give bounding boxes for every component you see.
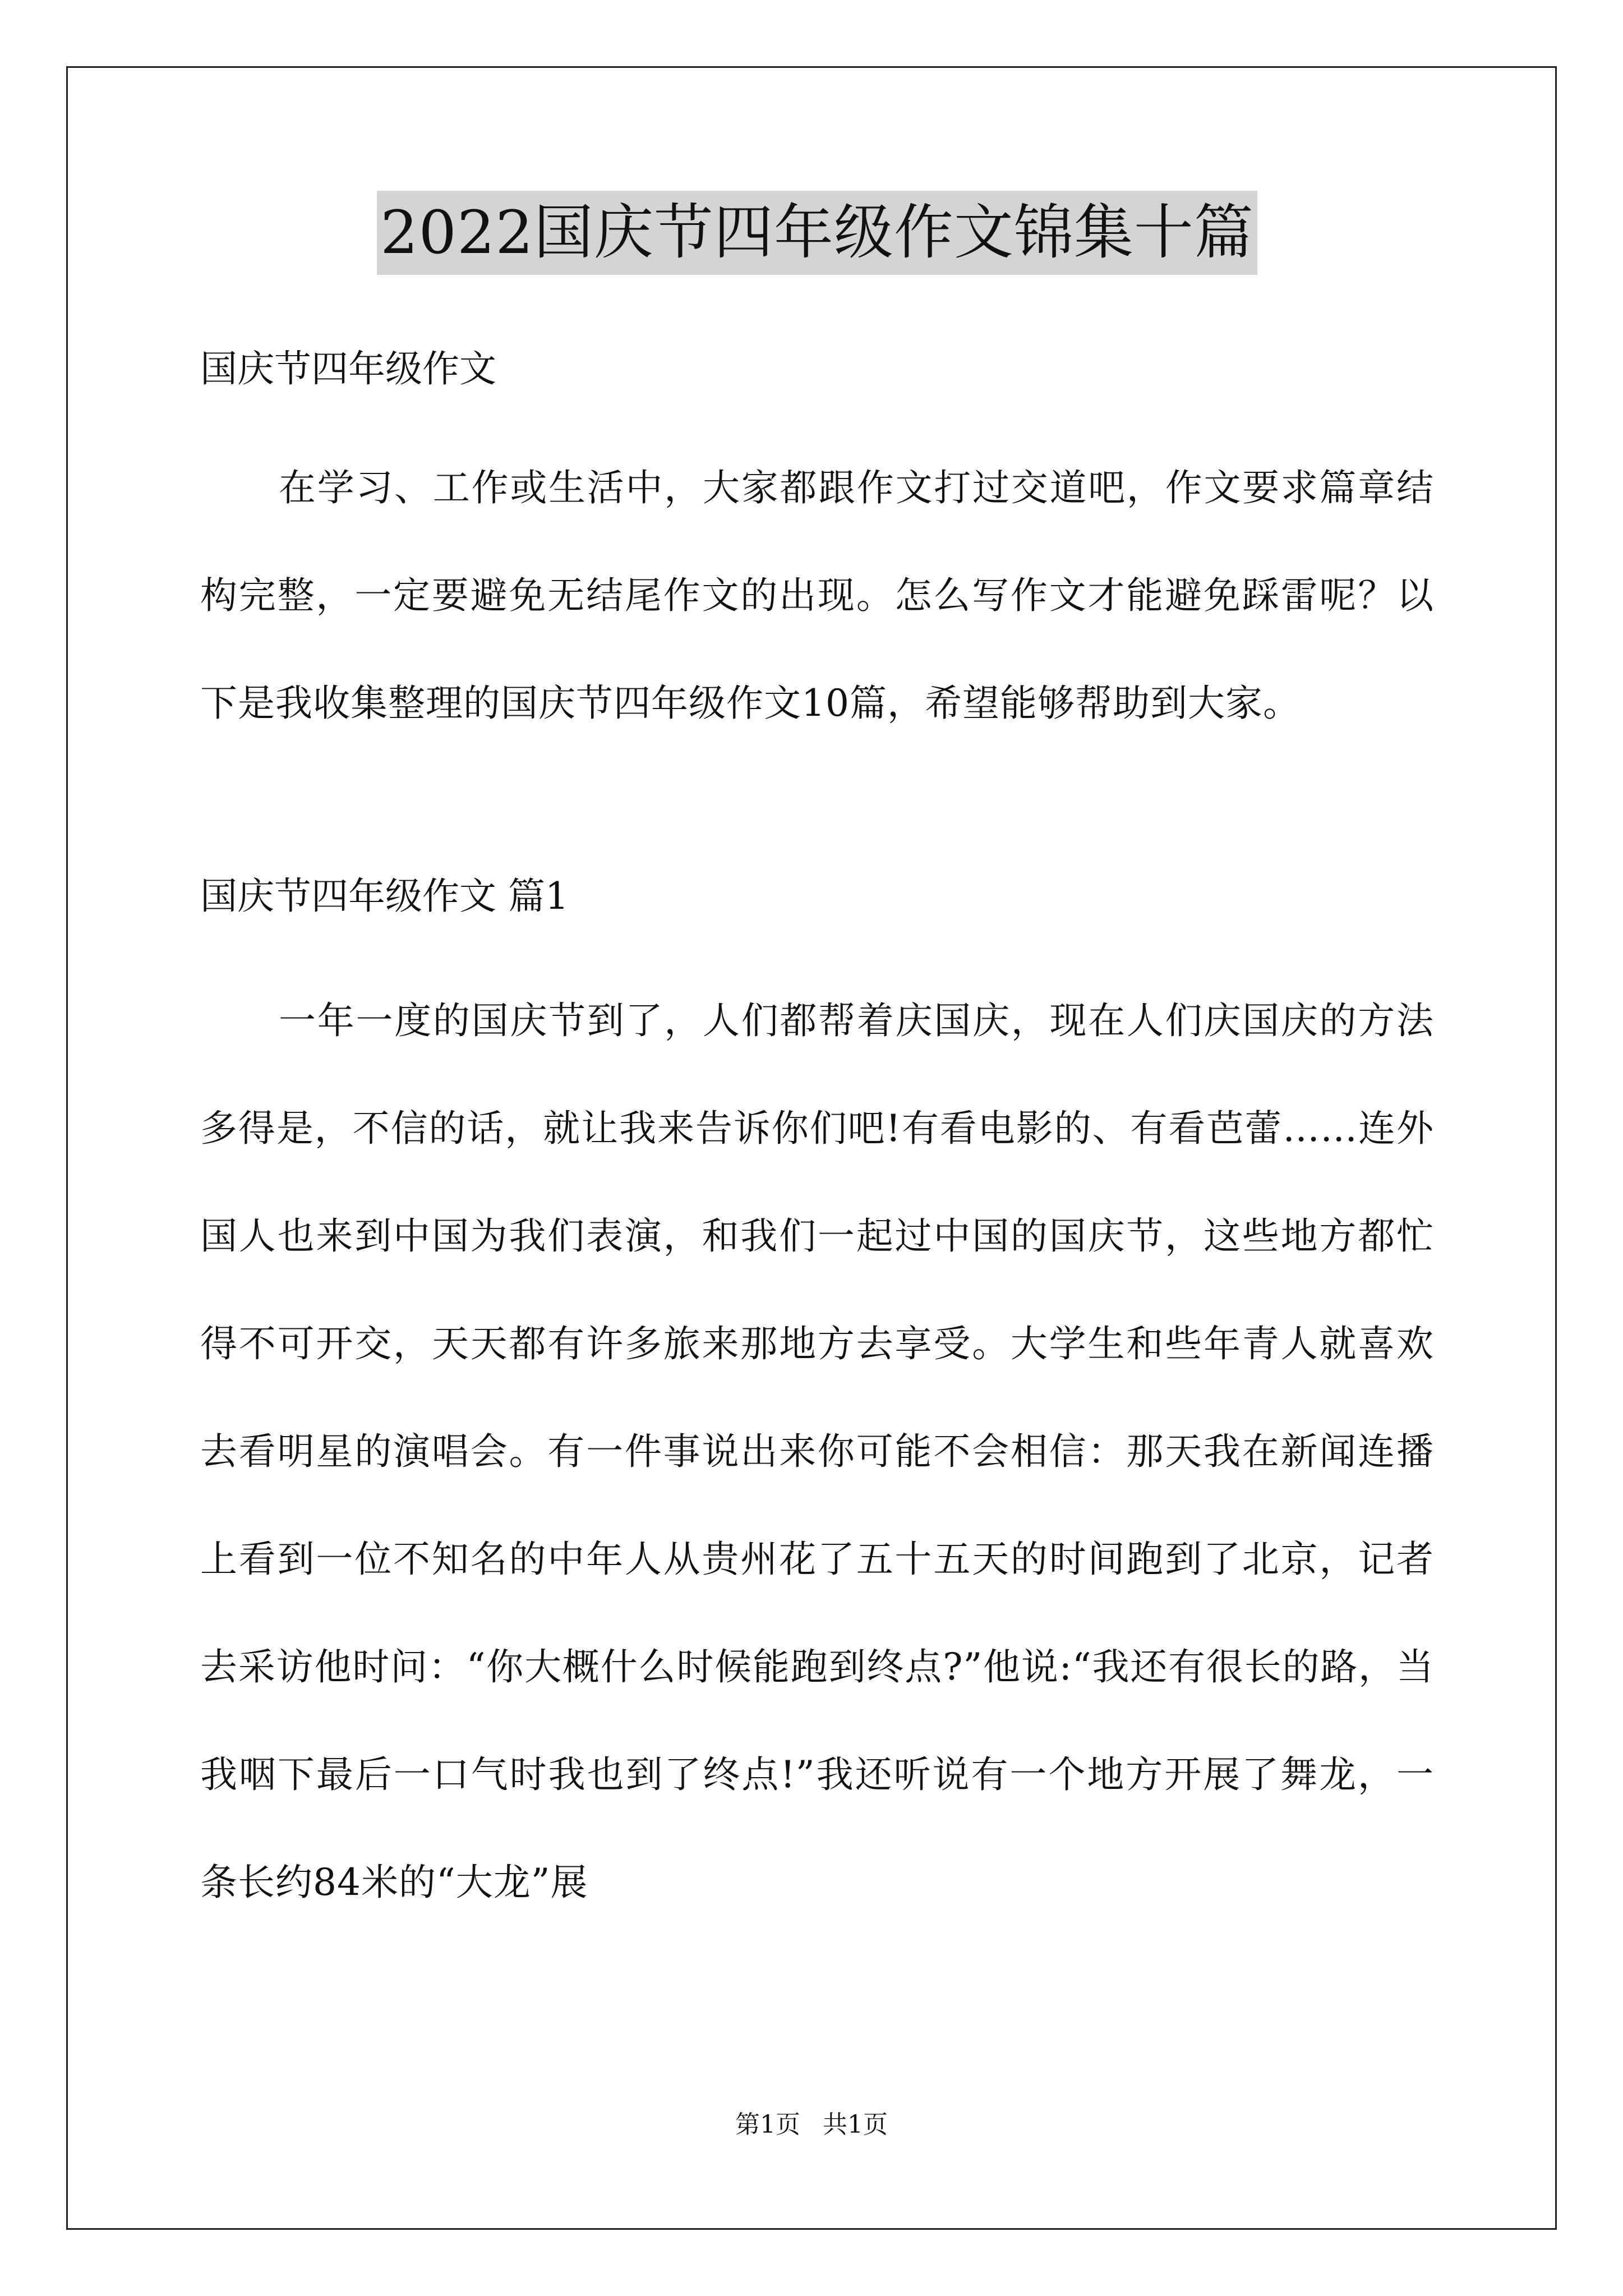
document-title: 2022国庆节四年级作文锦集十篇: [377, 191, 1257, 275]
page-total: 共1页: [823, 2110, 888, 2139]
page-footer: [0, 2108, 1623, 2142]
document-body: [200, 191, 1434, 1936]
intro-paragraph: 在学习、工作或生活中，大家都跟作文打过交道吧，作文要求篇章结构完整，一定要避免无结尾作文的出现。怎么写作文才能避免踩雷呢？以下是我收集整理的国庆节四年级作文10篇，希望能够帮助到大家。: [200, 466, 1434, 725]
title-container: [178, 191, 1456, 275]
page-number: 第1页: [735, 2110, 800, 2139]
essay1-heading: 国庆节四年级作文 篇1: [200, 875, 569, 918]
intro-heading: 国庆节四年级作文: [200, 347, 496, 390]
essay1-paragraph: 一年一度的国庆节到了，人们都帮着庆国庆，现在人们庆国庆的方法多得是，不信的话，就让我来告诉你们吧!有看电影的、有看芭蕾……连外国人也来到中国为我们表演，和我们一起过中国的国庆节，这些地方都忙得不可开交，天天都有许多旅来那地方去享受。大学生和些年青人就喜欢去看明星的演唱会。有一件事说出来你可能不会相信：那天我在新闻连播上看到一位不知名的中年人从贵州花了五十五天的时间跑到了北京，记者去采访他时问：“你大概什么时候能跑到终点?”他说:“我还有很长的路，当我咽下最后一口气时我也到了终点!”我还听说有一个地方开展了舞龙，一条长约84米的“大龙”展: [200, 999, 1434, 1904]
